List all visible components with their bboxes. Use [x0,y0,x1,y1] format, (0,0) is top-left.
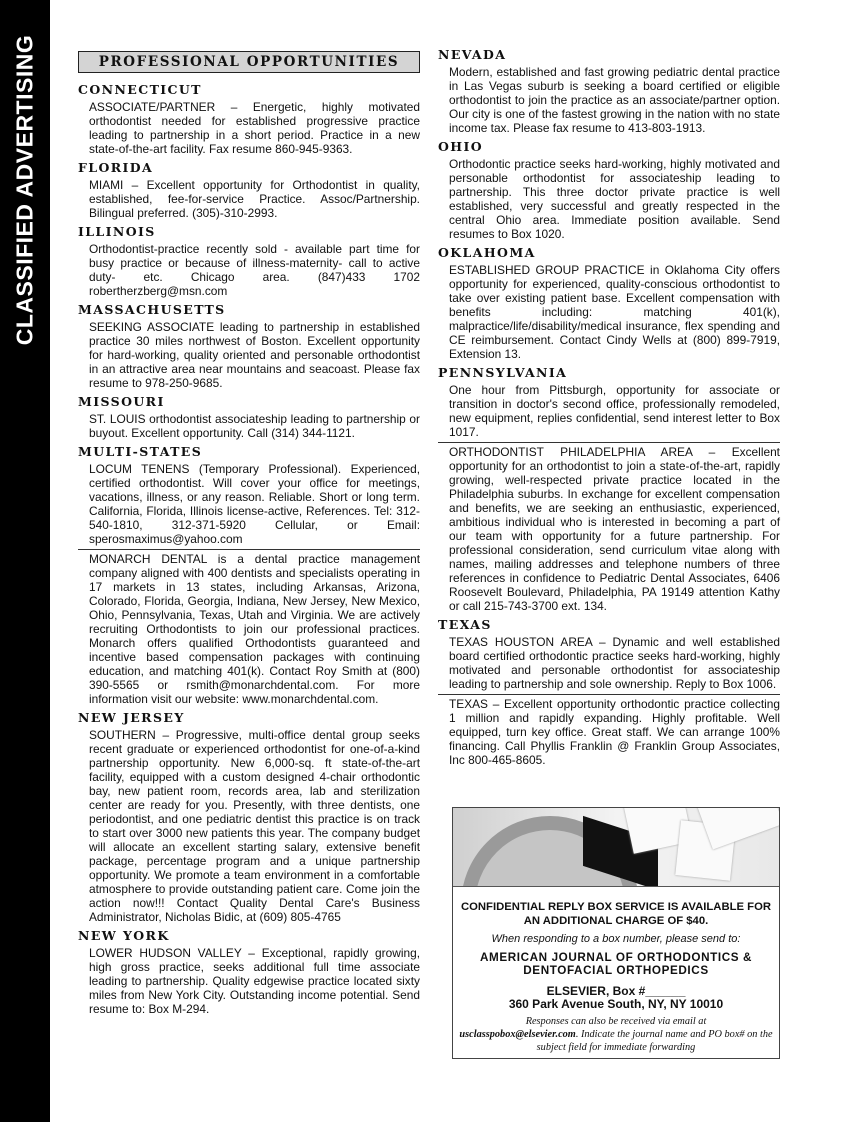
classified-ad: TEXAS – Excellent opportunity orthodontic practice collecting 1 million and rapidly expanding. Highly profitable. Well equipped, turn key office. Great staff. We can arrange 100% financing. Call Phyllis Franklin @ Franklin Group Associates, Inc 800-465-8605. [438,694,780,767]
mailbox-illustration [453,808,779,887]
classified-ad: LOWER HUDSON VALLEY – Exceptional, rapidly growing, high gross practice, seeks additional full time associate leading to partnership. Quality edgewise practice located sixty miles from New York City. Outstanding income potential. Send resume to: Box M-294. [89,946,420,1016]
state-heading: PENNSYLVANIA [438,365,568,380]
section-missouri [78,393,420,440]
right-sections [438,46,780,767]
section-nevada [438,46,780,135]
email-intro: Responses can also be received via email at [525,1016,707,1027]
letter-icon [698,808,779,849]
state-heading: NEW YORK [78,928,170,943]
left-column [78,51,420,1019]
classified-ad: Modern, established and fast growing pediatric dental practice in Las Vegas suburb is seeking a board certified or eligible orthodontist to join the practice as an associate/partner option. Our city is one of the fastest growing in the nation with no state income tax. Please fax resume to 413-803-1913. [449,65,780,135]
reply-notice: CONFIDENTIAL REPLY BOX SERVICE IS AVAILABLE FOR AN ADDITIONAL CHARGE OF $40. [460,901,772,927]
right-column [438,46,780,770]
state-heading: MISSOURI [78,394,165,409]
section-ohio [438,138,780,241]
state-heading: MASSACHUSETTS [78,302,226,317]
sidebar [0,0,50,1122]
box-line: ELSEVIER, Box #______ [546,984,686,998]
classified-ad: SEEKING ASSOCIATE leading to partnership in established practice 30 miles northwest of Boston. Excellent opportunity for hard-working, quality oriented and personable orthodontist in an attractive area near mountains and seacoast. Please fax resume to 978-250-9685. [89,320,420,390]
classified-ad: ST. LOUIS orthodontist associateship leading to partnership or buyout. Excellent opportunity. Call (314) 344-1121. [89,412,420,440]
section-connecticut [78,81,420,156]
classified-ad: ASSOCIATE/PARTNER – Energetic, highly motivated orthodontist needed for established progressive practice leading to partnership in a short period. Practice in a new state-of-the-art facility. Fax resume 860-945-9363. [89,100,420,156]
state-heading: NEW JERSEY [78,710,185,725]
journal-name: AMERICAN JOURNAL OF ORTHODONTICS & DENTOFACIAL ORTHOPEDICS [479,951,753,977]
state-heading: CONNECTICUT [78,82,202,97]
classified-ad: Orthodontist-practice recently sold - available part time for busy practice or because of illness-maternity- call to active duty- etc. Chicago area. (847)433 1702 robertherzberg@msn.com [89,242,420,298]
section-label: CLASSIFIED ADVERTISING [11,34,38,346]
reply-box-notice [452,807,780,1059]
classified-ad: ESTABLISHED GROUP PRACTICE in Oklahoma City offers opportunity for experienced, quality-conscious orthodontist to take over existing patient base. Excellent compensation with benefits including: matching 401(k), malpractice/life/disability/medical insurance, flex spending and CE reimbursement. Contact Cindy Wells at (800) 899-7919, Extension 13. [449,263,780,361]
section-multi-states [78,443,420,706]
section-texas [438,616,780,767]
classified-ad: TEXAS HOUSTON AREA – Dynamic and well established board certified orthodontic practice seeks hard-working, highly motivated and personable orthodontist for associateship leading to partnership and sole ownership. Reply to Box 1006. [449,635,780,691]
section-florida [78,159,420,220]
classified-ad: SOUTHERN – Progressive, multi-office dental group seeks recent graduate or experienced orthodontist for one-of-a-kind partnership opportunity. New 6,000-sq. ft state-of-the-art facility, equipped with a custom designed 4-chair orthodontic bay, new patient room, records area, lab and sterilization center are ready for you. Presently, with three dentists, one periodontist, and one pediatric dentist this practice is on track to start over 3000 new patients this year. The company budget will allocate an excellent starting salary, extensive benefit package, percentage program and a unique partnership opportunity. We promote a team environment in a comfortable atmosphere to provide outstanding patient care. Come join the action now!!! Contact Quality Dental Care's Business Administrator, Nicholas Bidic, at (609) 805-4765 [89,728,420,924]
classified-ad: LOCUM TENENS (Temporary Professional). Experienced, certified orthodontist. Will cover your office for meetings, vacations, illness, or any reason. Reliable. Short or long term. California, Florida, Illinois license-active, References. Tel: 312-540-1810, 312-371-5920 Cellular, or Email: sperosmaximus@yahoo.com [89,462,420,546]
section-new-jersey [78,709,420,924]
section-oklahoma [438,244,780,361]
classified-ad: One hour from Pittsburgh, opportunity for associate or transition in doctor's second office, professionally remodeled, new equipment, replies confidential, send interest letter to Box 1017. [449,383,780,439]
state-heading: OHIO [438,139,484,154]
left-sections [78,81,420,1016]
state-heading: NEVADA [438,47,507,62]
mailing-address: 360 Park Avenue South, NY, NY 10010 [508,997,724,1011]
classified-ad: MONARCH DENTAL is a dental practice management company aligned with 400 dentists and specialists operating in 17 markets in 13 states, including Arkansas, Arizona, Colorado, Florida, Georgia, Indiana, New Jersey, New Mexico, Ohio, Pennsylvania, Texas, Utah and Virginia. We are actively recruiting Orthodontists to join our professional practices. Monarch offers qualified Orthodontists guaranteed and incentive based compensation packages with continuing education, and matching 401(k). Contact Roy Smith at (800) 390-5565 or rsmith@monarchdental.com. For more information visit our website: www.monarchdental.com. [78,549,420,706]
reply-instruction: When responding to a box number, please send to: [491,933,741,945]
state-heading: MULTI-STATES [78,444,203,459]
email-outro: . Indicate the journal name and PO box# on the subject field for immediate forwarding [536,1029,773,1053]
section-new-york [78,927,420,1016]
email-note [453,1015,779,1054]
page-title: PROFESSIONAL OPPORTUNITIES [78,51,420,73]
section-massachusetts [78,301,420,390]
state-heading: OKLAHOMA [438,245,536,260]
reply-email-link[interactable]: usclasspobox@elsevier.com [459,1029,576,1040]
section-pennsylvania [438,364,780,613]
classified-ad: Orthodontic practice seeks hard-working, highly motivated and personable orthodontist for associateship leading to partnership. This three doctor private practice is well established, very successful and greatly respected in the central Ohio area. Immediate position available. Send resumes to Box 1020. [449,157,780,241]
state-heading: FLORIDA [78,160,154,175]
classified-ad: MIAMI – Excellent opportunity for Orthodontist in quality, established, fee-for-service Practice. Assoc/Partnership. Bilingual preferred. (305)-310-2993. [89,178,420,220]
classified-ad: ORTHODONTIST PHILADELPHIA AREA – Excellent opportunity for an orthodontist to join a state-of-the-art, rapidly growing, well-respected private practice located in the Philadelphia suburbs. In exchange for excellent compensation and benefits, we are seeking an enthusiastic, experienced, ambitious individual who is interested in becoming a part of our team with opportunity for a future partnership. For professional consideration, send curriculum vitae along with names, mailing addresses and telephone numbers of three references in confidence to Pediatric Dental Associates, 6406 Roosevelt Boulevard, Philadelphia, PA 19149 attention Kathy or call 215-743-3700 ext. 134. [438,442,780,613]
section-illinois [78,223,420,298]
state-heading: TEXAS [438,617,492,632]
state-heading: ILLINOIS [78,224,156,239]
